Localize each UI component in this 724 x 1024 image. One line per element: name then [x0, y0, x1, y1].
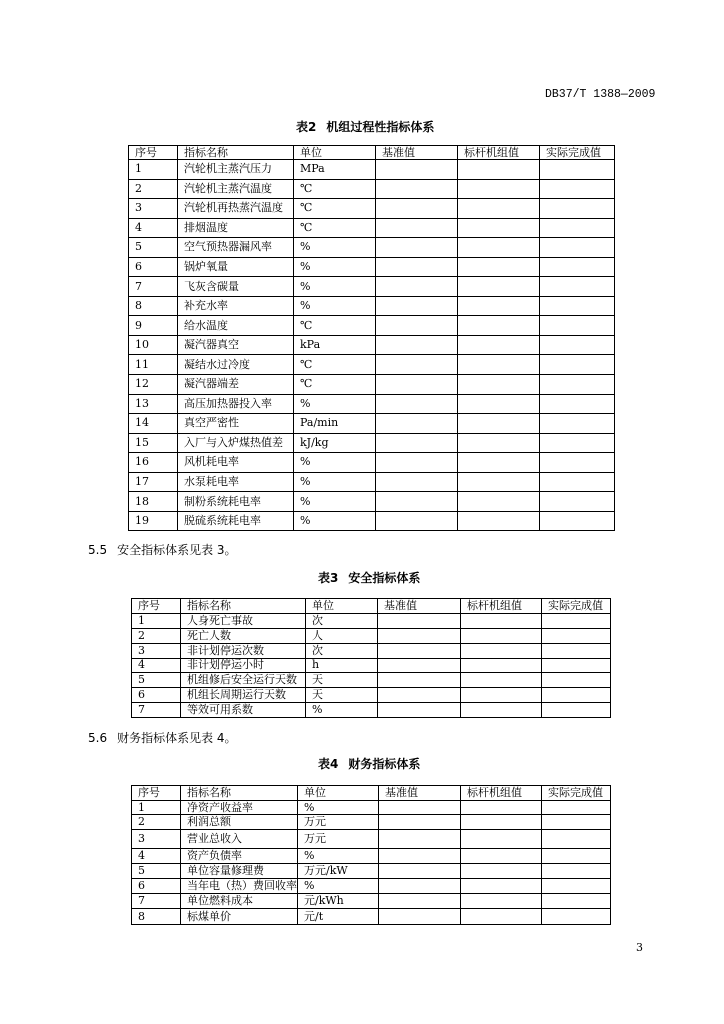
actual-value-cell	[542, 628, 611, 643]
financial-indicator-table	[131, 785, 611, 925]
table-header-row	[129, 146, 615, 160]
serial-number-cell: 3	[132, 830, 181, 849]
actual-value-cell	[542, 894, 611, 909]
benchmark-unit-value-cell	[461, 658, 542, 673]
benchmark-unit-value-cell	[458, 160, 540, 180]
baseline-value-cell	[378, 614, 461, 629]
serial-number-cell: 1	[129, 160, 178, 180]
serial-number-cell: 8	[132, 909, 181, 925]
baseline-value-cell	[376, 433, 458, 453]
actual-value-cell	[542, 864, 611, 879]
indicator-name-cell: 高压加热器投入率	[178, 394, 294, 414]
table4-caption-label: 表4	[318, 757, 339, 771]
benchmark-unit-value-cell	[458, 414, 540, 434]
table-row	[129, 394, 615, 414]
baseline-value-cell	[376, 257, 458, 277]
unit-cell: ℃	[294, 316, 376, 336]
indicator-name-cell: 机组修后安全运行天数	[181, 673, 306, 688]
table4-caption-title: 财务指标体系	[348, 757, 421, 771]
actual-value-header: 实际完成值	[542, 599, 611, 614]
baseline-value-cell	[376, 218, 458, 238]
actual-value-cell	[540, 257, 615, 277]
actual-value-cell	[540, 277, 615, 297]
indicator-name-cell: 等效可用系数	[181, 703, 306, 718]
baseline-value-header: 基准值	[379, 786, 461, 801]
serial-number-cell: 13	[129, 394, 178, 414]
unit-header: 单位	[294, 146, 376, 160]
section-5-5	[88, 542, 237, 558]
serial-number-cell: 7	[132, 703, 181, 718]
benchmark-unit-value-cell	[461, 879, 542, 894]
indicator-name-cell: 制粉系统耗电率	[178, 492, 294, 512]
indicator-name-cell: 凝汽器真空	[178, 335, 294, 355]
serial-number-cell: 14	[129, 414, 178, 434]
table-row	[129, 335, 615, 355]
serial-number-header: 序号	[129, 146, 178, 160]
benchmark-unit-value-header: 标杆机组值	[458, 146, 540, 160]
baseline-value-cell	[376, 296, 458, 316]
serial-number-cell: 19	[129, 511, 178, 531]
benchmark-unit-value-cell	[458, 218, 540, 238]
benchmark-unit-value-cell	[458, 277, 540, 297]
baseline-value-cell	[376, 375, 458, 395]
actual-value-cell	[542, 801, 611, 815]
unit-cell: %	[298, 879, 379, 894]
benchmark-unit-value-cell	[461, 815, 542, 830]
actual-value-header: 实际完成值	[542, 786, 611, 801]
benchmark-unit-value-cell	[458, 433, 540, 453]
indicator-name-cell: 排烟温度	[178, 218, 294, 238]
unit-cell: %	[294, 238, 376, 258]
table-row	[132, 628, 611, 643]
benchmark-unit-value-cell	[458, 257, 540, 277]
actual-value-cell	[540, 238, 615, 258]
benchmark-unit-value-cell	[461, 909, 542, 925]
serial-number-cell: 2	[129, 179, 178, 199]
table-row	[132, 879, 611, 894]
table-header-row	[132, 599, 611, 614]
unit-cell: %	[294, 277, 376, 297]
benchmark-unit-value-cell	[458, 355, 540, 375]
actual-value-cell	[542, 673, 611, 688]
baseline-value-header: 基准值	[378, 599, 461, 614]
unit-cell: %	[294, 453, 376, 473]
indicator-name-cell: 汽轮机主蒸汽温度	[178, 179, 294, 199]
baseline-value-cell	[379, 879, 461, 894]
indicator-name-cell: 净资产收益率	[181, 801, 298, 815]
section-5-6-text: 财务指标体系见表 4。	[117, 731, 237, 745]
baseline-value-cell	[376, 414, 458, 434]
benchmark-unit-value-cell	[461, 849, 542, 864]
indicator-name-cell: 当年电（热）费回收率	[181, 879, 298, 894]
actual-value-cell	[540, 414, 615, 434]
unit-cell: ℃	[294, 355, 376, 375]
baseline-value-cell	[379, 909, 461, 925]
indicator-name-cell: 风机耗电率	[178, 453, 294, 473]
unit-cell: ℃	[294, 218, 376, 238]
actual-value-cell	[542, 658, 611, 673]
serial-number-cell: 7	[132, 894, 181, 909]
baseline-value-cell	[376, 355, 458, 375]
table3-caption-title: 安全指标体系	[348, 571, 421, 585]
benchmark-unit-value-cell	[458, 238, 540, 258]
indicator-name-cell: 空气预热器漏风率	[178, 238, 294, 258]
unit-cell: %	[294, 296, 376, 316]
indicator-name-cell: 营业总收入	[181, 830, 298, 849]
serial-number-cell: 1	[132, 801, 181, 815]
serial-number-cell: 11	[129, 355, 178, 375]
table-row	[132, 894, 611, 909]
baseline-value-cell	[376, 453, 458, 473]
unit-cell: %	[294, 257, 376, 277]
table-row	[129, 277, 615, 297]
actual-value-cell	[540, 179, 615, 199]
baseline-value-header: 基准值	[376, 146, 458, 160]
table-row	[132, 864, 611, 879]
baseline-value-cell	[378, 673, 461, 688]
unit-cell: h	[306, 658, 378, 673]
table-row	[132, 909, 611, 925]
indicator-name-cell: 标煤单价	[181, 909, 298, 925]
benchmark-unit-value-cell	[461, 628, 542, 643]
table-row	[132, 688, 611, 703]
actual-value-cell	[542, 830, 611, 849]
unit-cell: %	[294, 511, 376, 531]
benchmark-unit-value-cell	[461, 894, 542, 909]
unit-cell: kJ/kg	[294, 433, 376, 453]
table-row	[132, 673, 611, 688]
serial-number-cell: 10	[129, 335, 178, 355]
table-row	[129, 199, 615, 219]
unit-cell: 万元/kW	[298, 864, 379, 879]
actual-value-cell	[542, 879, 611, 894]
baseline-value-cell	[376, 199, 458, 219]
actual-value-cell	[542, 909, 611, 925]
baseline-value-cell	[376, 160, 458, 180]
actual-value-cell	[540, 199, 615, 219]
baseline-value-cell	[379, 864, 461, 879]
indicator-name-cell: 补充水率	[178, 296, 294, 316]
baseline-value-cell	[376, 394, 458, 414]
indicator-name-cell: 利润总额	[181, 815, 298, 830]
actual-value-cell	[542, 614, 611, 629]
unit-cell: ℃	[294, 179, 376, 199]
benchmark-unit-value-cell	[458, 316, 540, 336]
section-5-6	[88, 730, 237, 746]
actual-value-cell	[540, 160, 615, 180]
table-row	[132, 614, 611, 629]
indicator-name-cell: 给水温度	[178, 316, 294, 336]
baseline-value-cell	[376, 238, 458, 258]
actual-value-cell	[540, 375, 615, 395]
table-row	[129, 414, 615, 434]
table-row	[129, 472, 615, 492]
benchmark-unit-value-cell	[458, 511, 540, 531]
actual-value-cell	[540, 472, 615, 492]
unit-cell: %	[298, 849, 379, 864]
indicator-name-cell: 资产负债率	[181, 849, 298, 864]
actual-value-cell	[540, 335, 615, 355]
baseline-value-cell	[376, 511, 458, 531]
benchmark-unit-value-cell	[461, 688, 542, 703]
benchmark-unit-value-cell	[458, 394, 540, 414]
standard-code-header: DB37/T 1388—2009	[545, 88, 656, 101]
serial-number-cell: 4	[132, 849, 181, 864]
unit-cell: 天	[306, 673, 378, 688]
safety-indicator-table	[131, 598, 611, 718]
serial-number-cell: 7	[129, 277, 178, 297]
benchmark-unit-value-cell	[461, 643, 542, 658]
unit-cell: %	[294, 394, 376, 414]
baseline-value-cell	[376, 492, 458, 512]
indicator-name-cell: 入厂与入炉煤热值差	[178, 433, 294, 453]
actual-value-cell	[542, 688, 611, 703]
benchmark-unit-value-header: 标杆机组值	[461, 599, 542, 614]
benchmark-unit-value-cell	[458, 199, 540, 219]
baseline-value-cell	[379, 815, 461, 830]
serial-number-header: 序号	[132, 599, 181, 614]
baseline-value-cell	[376, 316, 458, 336]
unit-cell: ℃	[294, 375, 376, 395]
table-header-row	[132, 786, 611, 801]
serial-number-cell: 5	[129, 238, 178, 258]
baseline-value-cell	[376, 472, 458, 492]
indicator-name-cell: 水泵耗电率	[178, 472, 294, 492]
indicator-name-cell: 单位容量修理费	[181, 864, 298, 879]
table3-caption	[318, 570, 420, 586]
indicator-name-cell: 非计划停运小时	[181, 658, 306, 673]
benchmark-unit-value-cell	[461, 830, 542, 849]
baseline-value-cell	[376, 277, 458, 297]
actual-value-cell	[542, 643, 611, 658]
unit-cell: 天	[306, 688, 378, 703]
indicator-name-cell: 机组长周期运行天数	[181, 688, 306, 703]
table-row	[129, 492, 615, 512]
page-number: 3	[636, 941, 643, 954]
serial-number-cell: 17	[129, 472, 178, 492]
benchmark-unit-value-cell	[461, 614, 542, 629]
actual-value-cell	[540, 394, 615, 414]
serial-number-header: 序号	[132, 786, 181, 801]
serial-number-cell: 3	[132, 643, 181, 658]
serial-number-cell: 2	[132, 628, 181, 643]
actual-value-cell	[542, 703, 611, 718]
baseline-value-cell	[378, 643, 461, 658]
benchmark-unit-value-cell	[458, 453, 540, 473]
actual-value-cell	[540, 296, 615, 316]
serial-number-cell: 5	[132, 673, 181, 688]
baseline-value-cell	[379, 830, 461, 849]
unit-cell: ℃	[294, 199, 376, 219]
baseline-value-cell	[376, 335, 458, 355]
table-row	[132, 643, 611, 658]
table-row	[129, 296, 615, 316]
unit-cell: 次	[306, 643, 378, 658]
table-row	[129, 179, 615, 199]
indicator-name-cell: 死亡人数	[181, 628, 306, 643]
unit-cell: MPa	[294, 160, 376, 180]
unit-cell: 万元	[298, 830, 379, 849]
unit-cell: 元/t	[298, 909, 379, 925]
section-5-5-number: 5.5	[88, 543, 108, 557]
serial-number-cell: 6	[132, 879, 181, 894]
table-row	[129, 218, 615, 238]
indicator-name-cell: 真空严密性	[178, 414, 294, 434]
table-row	[129, 160, 615, 180]
serial-number-cell: 2	[132, 815, 181, 830]
actual-value-cell	[540, 433, 615, 453]
indicator-name-header: 指标名称	[178, 146, 294, 160]
table2-caption	[296, 119, 434, 135]
table-row	[129, 453, 615, 473]
baseline-value-cell	[379, 894, 461, 909]
actual-value-cell	[540, 492, 615, 512]
benchmark-unit-value-cell	[458, 296, 540, 316]
baseline-value-cell	[379, 849, 461, 864]
actual-value-cell	[540, 218, 615, 238]
serial-number-cell: 1	[132, 614, 181, 629]
baseline-value-cell	[379, 801, 461, 815]
serial-number-cell: 6	[132, 688, 181, 703]
baseline-value-cell	[378, 658, 461, 673]
unit-cell: kPa	[294, 335, 376, 355]
table-row	[129, 238, 615, 258]
section-5-6-number: 5.6	[88, 731, 108, 745]
benchmark-unit-value-cell	[458, 472, 540, 492]
benchmark-unit-value-cell	[461, 864, 542, 879]
table-row	[132, 703, 611, 718]
indicator-name-cell: 锅炉氧量	[178, 257, 294, 277]
indicator-name-cell: 飞灰含碳量	[178, 277, 294, 297]
serial-number-cell: 12	[129, 375, 178, 395]
indicator-name-cell: 汽轮机再热蒸汽温度	[178, 199, 294, 219]
unit-cell: Pa/min	[294, 414, 376, 434]
indicator-name-cell: 凝汽器端差	[178, 375, 294, 395]
baseline-value-cell	[378, 703, 461, 718]
serial-number-cell: 16	[129, 453, 178, 473]
baseline-value-cell	[378, 688, 461, 703]
indicator-name-header: 指标名称	[181, 599, 306, 614]
indicator-name-header: 指标名称	[181, 786, 298, 801]
unit-cell: 元/kWh	[298, 894, 379, 909]
serial-number-cell: 15	[129, 433, 178, 453]
actual-value-cell	[540, 453, 615, 473]
table2-caption-label: 表2	[296, 120, 317, 134]
serial-number-cell: 5	[132, 864, 181, 879]
actual-value-cell	[542, 815, 611, 830]
table-row	[129, 316, 615, 336]
actual-value-header: 实际完成值	[540, 146, 615, 160]
serial-number-cell: 18	[129, 492, 178, 512]
indicator-name-cell: 脱硫系统耗电率	[178, 511, 294, 531]
actual-value-cell	[542, 849, 611, 864]
actual-value-cell	[540, 355, 615, 375]
unit-cell: 次	[306, 614, 378, 629]
indicator-name-cell: 单位燃料成本	[181, 894, 298, 909]
table4-caption	[318, 756, 420, 772]
actual-value-cell	[540, 511, 615, 531]
table3-caption-label: 表3	[318, 571, 339, 585]
serial-number-cell: 4	[132, 658, 181, 673]
benchmark-unit-value-header: 标杆机组值	[461, 786, 542, 801]
table2-caption-title: 机组过程性指标体系	[326, 120, 435, 134]
table-row	[129, 355, 615, 375]
indicator-name-cell: 人身死亡事故	[181, 614, 306, 629]
benchmark-unit-value-cell	[458, 375, 540, 395]
unit-cell: %	[294, 472, 376, 492]
serial-number-cell: 9	[129, 316, 178, 336]
indicator-name-cell: 非计划停运次数	[181, 643, 306, 658]
serial-number-cell: 4	[129, 218, 178, 238]
table-row	[132, 830, 611, 849]
table-row	[132, 801, 611, 815]
serial-number-cell: 8	[129, 296, 178, 316]
table-row	[129, 257, 615, 277]
unit-cell: %	[306, 703, 378, 718]
unit-cell: 人	[306, 628, 378, 643]
table-row	[132, 658, 611, 673]
process-indicator-table	[128, 145, 615, 531]
benchmark-unit-value-cell	[461, 801, 542, 815]
table-row	[132, 849, 611, 864]
benchmark-unit-value-cell	[461, 673, 542, 688]
baseline-value-cell	[376, 179, 458, 199]
unit-cell: 万元	[298, 815, 379, 830]
section-5-5-text: 安全指标体系见表 3。	[117, 543, 237, 557]
table-row	[129, 511, 615, 531]
actual-value-cell	[540, 316, 615, 336]
benchmark-unit-value-cell	[458, 335, 540, 355]
unit-cell: %	[298, 801, 379, 815]
benchmark-unit-value-cell	[461, 703, 542, 718]
baseline-value-cell	[378, 628, 461, 643]
serial-number-cell: 3	[129, 199, 178, 219]
benchmark-unit-value-cell	[458, 179, 540, 199]
table-row	[129, 433, 615, 453]
table-row	[129, 375, 615, 395]
unit-header: 单位	[306, 599, 378, 614]
unit-header: 单位	[298, 786, 379, 801]
table-row	[132, 815, 611, 830]
indicator-name-cell: 汽轮机主蒸汽压力	[178, 160, 294, 180]
benchmark-unit-value-cell	[458, 492, 540, 512]
unit-cell: %	[294, 492, 376, 512]
indicator-name-cell: 凝结水过冷度	[178, 355, 294, 375]
serial-number-cell: 6	[129, 257, 178, 277]
